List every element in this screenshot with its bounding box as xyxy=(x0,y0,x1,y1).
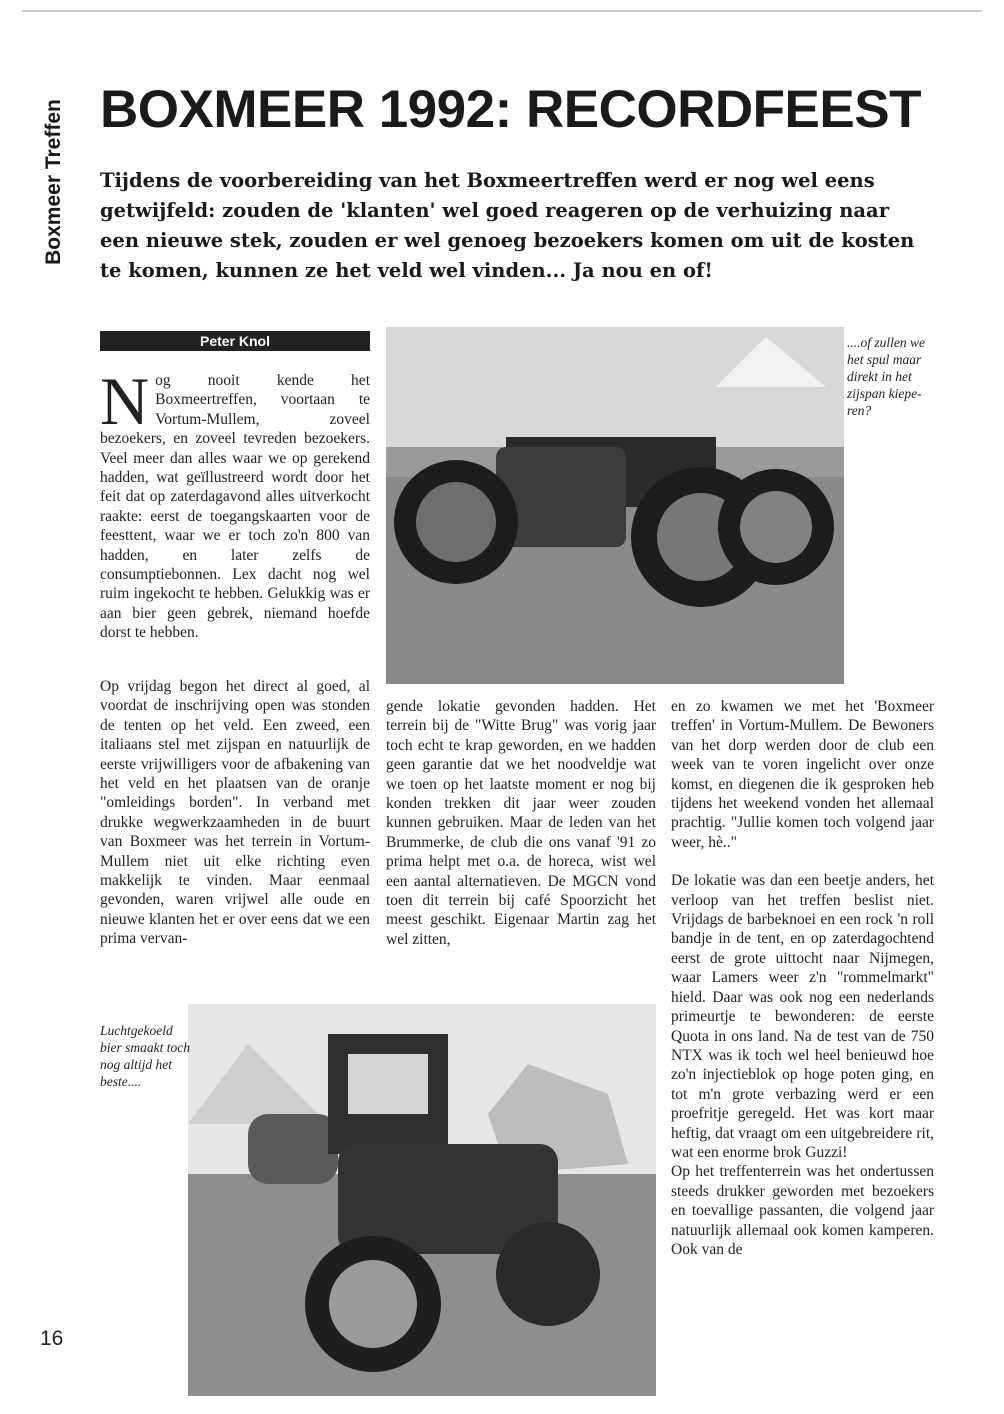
section-label xyxy=(34,80,74,300)
article-column-2 xyxy=(386,697,656,949)
paragraph-6: Op het treffenterrein was het ondertussen steeds drukker geworden met bezoekers en toevallige passanten, die volgend jaar natuurlijk allemaal ook komen kamperen. Ook van de xyxy=(671,1163,934,1258)
paragraph-3: gende lokatie gevonden hadden. Het terrein bij de "Witte Brug" was vorig jaar toch echt te krap geworden, en we hadden geen garantie dat we het noodveldje wat we toen op het laatste moment er nog bij konden trekken dit jaar weer zouden kunnen gebruiken. Maar de leden van het Brummerke, de club die ons vanaf '91 zo prima helpt met o.a. de horeca, wist wel een aantal alternatieven. De MGCN vond toen dit terrein bij café Spoorzicht het meest geschikt. Eigenaar Martin zag het wel zitten, xyxy=(386,698,656,948)
paragraph-2: Op vrijdag begon het direct al goed, al voordat de inschrijving open was stonden de tenten op het veld. Een zweed, een italiaans stel met zijspan en natuurlijk de eerste vrijwilligers voor de afbakening van het veld en het plaatsen van de oranje "omleidings borden". In verband met drukke wegwerkzaamheden in de buurt van Boxmeer was het terrein in Vortum-Mullem niet uit elke richting even makkelijk te vinden. Maar eenmaal gevonden, waren vrijwel alle oude en nieuwe klanten het er over eens dat we een prima vervan- xyxy=(100,678,370,948)
paragraph-4: en zo kwamen we met het 'Boxmeer treffen' in Vortum-Mullem. De Bewoners van het dorp werden door de club een week van te voren ingelicht over onze komst, en diegenen die ik gesproken heb tijdens het weekend vonden het allemaal prachtig. "Jullie komen toch volgend jaar weer, hè.." xyxy=(671,698,934,851)
article-column-3 xyxy=(671,697,934,1259)
article-column-1-bottom xyxy=(100,677,370,949)
photo-caption-2: Luchtgekoeld bier smaakt toch nog altijd het beste.... xyxy=(100,1023,190,1089)
paragraph-1: og nooit kende het Boxmeertreffen, voortaan te Vortum-Mullem, zoveel bezoekers, en zoveel tevreden bezoekers. Veel meer dan alles waar we op gerekend hadden, wat geïllustreerd wordt door het feit dat op zaterdagavond alles uitverkocht raakte: eerst de toegangskaarten voor de feesttent, waar we er toch zo'n 800 van hadden, en later zelfs de consumptiebonnen. Lex dacht nog wel ruim ingekocht te hebben. Gelukkig was er aan bier geen gebrek, niemand hoefde dorst te hebben. xyxy=(100,372,370,642)
top-rule xyxy=(22,10,982,12)
photo-guzzi-motorcycle xyxy=(188,1004,656,1396)
article-lead: Tijdens de voorbereiding van het Boxmeertreffen werd er nog wel eens getwijfeld: zouden de 'klanten' wel goed reageren op de verhuizing naar een nieuwe stek, zouden er wel genoeg bezoekers komen om uit de kosten te komen, kunnen ze het veld wel vinden... Ja nou en of! xyxy=(100,169,915,282)
author-byline: Peter Knol xyxy=(100,331,370,351)
photo-caption-1: ....of zullen we het spul maar direkt in het zijspan kiepe-ren? xyxy=(847,335,925,418)
article-title: BOXMEER 1992: RECORDFEEST xyxy=(100,80,921,139)
photo-sidecar-motorcycle xyxy=(386,327,844,684)
section-label-text: Boxmeer Treffen xyxy=(42,99,65,265)
article-column-1-top xyxy=(100,363,370,643)
drop-cap: N xyxy=(100,363,150,439)
page-number: 16 xyxy=(40,1327,64,1350)
paragraph-5: De lokatie was dan een beetje anders, het verloop van het treffen beslist niet. Vrijdags de barbeknoei en een rock 'n roll bandje in de tent, en op zaterdagochtend eerst de grote uittocht naar Nijmegen, waar Lamers weer z'n "rommelmarkt" hield. Daar was ook nog een nederlands primeurtje te bewonderen: de eerste Quota in ons land. Na de test van de 750 NTX was ik toch wel heel benieuwd hoe zo'n injectieblok op hoge poten ging, en tot m'n grote verbazing werd er een proefritje geregeld. Het was kort maar heftig, dat vraagt om een uitgebreidere rit, wat een enorme brok Guzzi! xyxy=(671,872,934,1161)
